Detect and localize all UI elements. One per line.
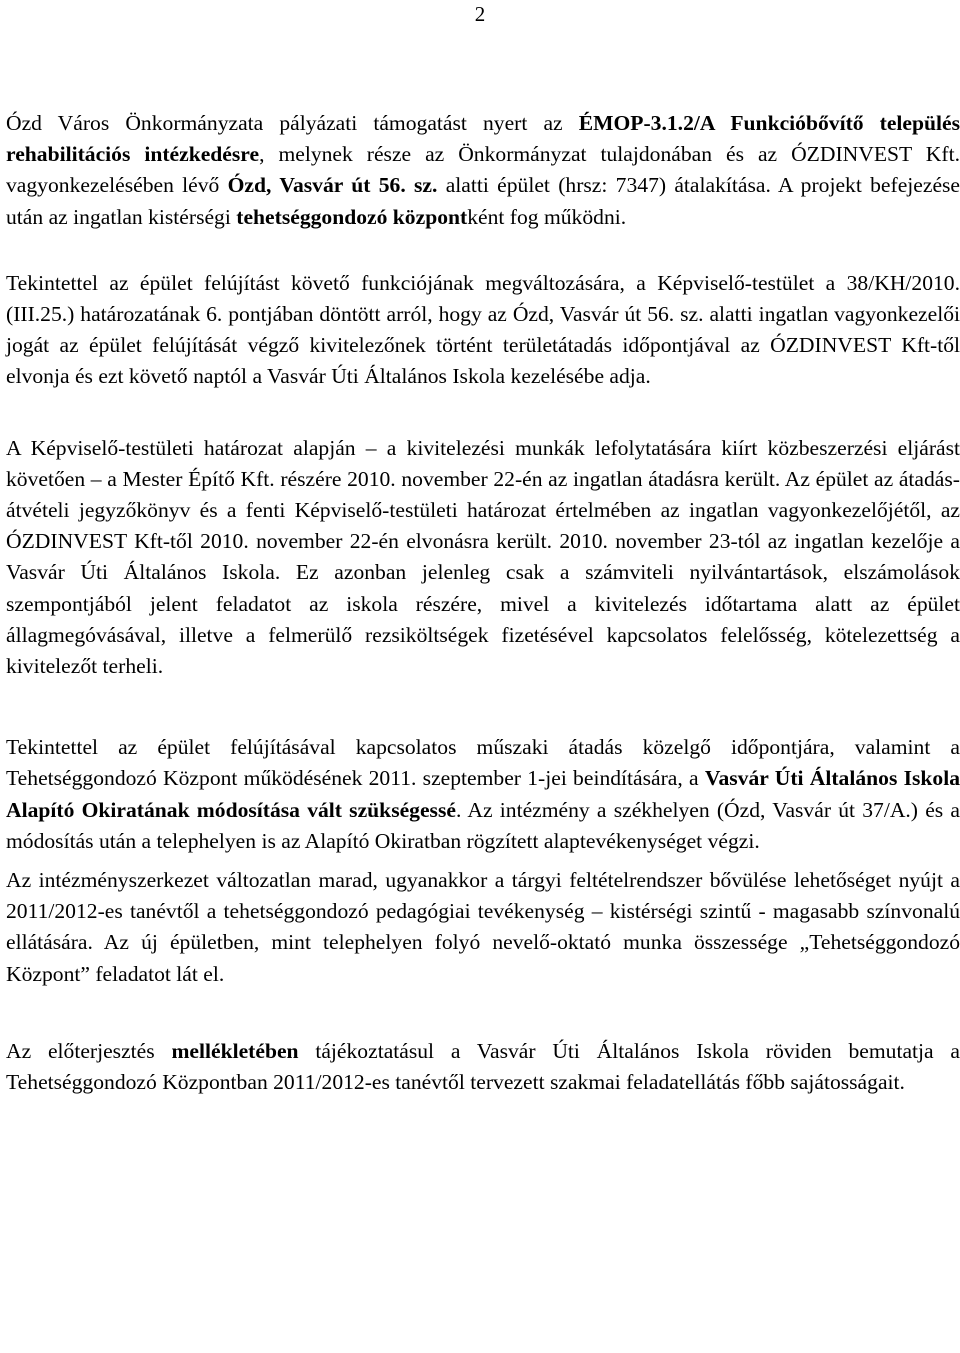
text-run-bold: mellékletében [171, 1038, 299, 1063]
paragraph-attachment-note [6, 1036, 960, 1098]
text-run: Az intézményszerkezet változatlan marad, ugyanakkor a tárgyi feltételrendszer bővülése lehetőséget nyújt a 2011/2012-es tanévtől a tehetséggondozó pedagógiai tevékenység – kistérségi szintű - magasabb színvonalú ellátására. Az új épületben, mint telephelyen folyó nevelő-oktató munka összessége „Tehetséggondozó Központ” feladatot lát el. [6, 868, 960, 986]
text-run-bold: Ózd, Vasvár út 56. sz. [227, 173, 438, 198]
text-run: . Az intézmény a székhelyen (Ózd, Vasvár út 37/A.) és a módosítás után a telephelyen is az Alapító Okiratban rögzített alaptevékenységet végzi. [6, 797, 960, 853]
text-run: Ózd Város Önkormányzata pályázati támogatást nyert az [6, 111, 579, 135]
text-run: alatti épület (hrsz: 7347) átalakítása. A projekt befejezése után az ingatlan kistérségi [6, 173, 960, 229]
text-run: Tekintettel az épület felújításával kapcsolatos műszaki átadás közelgő időpontjára, valamint a Tehetséggondozó Központ működésének 2011. szeptember 1-jei beindítására, a [6, 735, 960, 791]
paragraph-council-decision [6, 268, 960, 393]
text-run: A Képviselő-testületi határozat alapján – a kivitelezési munkák lefolytatására kiírt közbeszerzési eljárást követően – a Mester Építő Kft. részére 2010. november 22-én az ingatlan átadásra került. Az épület az átadás-átvételi jegyzőkönyv és a fenti Képviselő-testületi határozat értelmében az ingatlan vagyonkezelőjétől, az ÓZDINVEST Kft-től 2010. november 22-én elvonásra került. 2010. november 23-tól az ingatlan kezelője a Vasvár Úti Általános Iskola. Ez azonban jelenleg csak a számviteli nyilvántartások, elszámolások szempontjából jelent feladatot az iskola részére, mivel a kivitelezés időtartama alatt az épület állagmegóvásával, illetve a felmerülő rezsiköltségek fizetésével kapcsolatos felelősség, kötelezettség a kivitelezőt terheli. [6, 435, 960, 679]
paragraph-handover [6, 433, 960, 683]
document-body [6, 108, 960, 1098]
paragraph-institution-structure [6, 865, 960, 990]
text-run-bold: tehetséggondozó központ [236, 204, 468, 229]
text-run-bold: ÉMOP-3.1.2/A Funkcióbővítő település rehabilitációs intézkedésre [6, 111, 960, 167]
paragraph-charter-amendment [6, 732, 960, 857]
text-run: Tekintettel az épület felújítást követő funkciójának megváltozására, a Képviselő-testület a 38/KH/2010. (III.25.) határozatának 6. pontjában döntött arról, hogy az Ózd, Vasvár út 56. sz. alatti ingatlan vagyonkezelői jogát az épület felújítását végző kivitelezőnek történt területátadás időpontjával az ÓZDINVEST Kft-től elvonja és ezt követő naptól a Vasvár Úti Általános Iskola kezelésébe adja. [6, 270, 960, 389]
page-number: 2 [474, 2, 486, 26]
text-run: Az előterjesztés [6, 1038, 172, 1063]
text-run: ként fog működni. [467, 204, 627, 229]
text-run-bold: Vasvár Úti Általános Iskola Alapító Okiratának módosítása vált szükségessé [6, 766, 960, 822]
text-run: tájékoztatásul a Vasvár Úti Általános Iskola röviden bemutatja a Tehetséggondozó Központban 2011/2012-es tanévtől tervezett szakmai feladatellátás főbb sajátosságait. [6, 1038, 960, 1095]
paragraph-project-intro [6, 108, 960, 233]
text-run: , melynek része az Önkormányzat tulajdonában és az ÓZDINVEST Kft. vagyonkezelésében lévő [6, 142, 960, 198]
